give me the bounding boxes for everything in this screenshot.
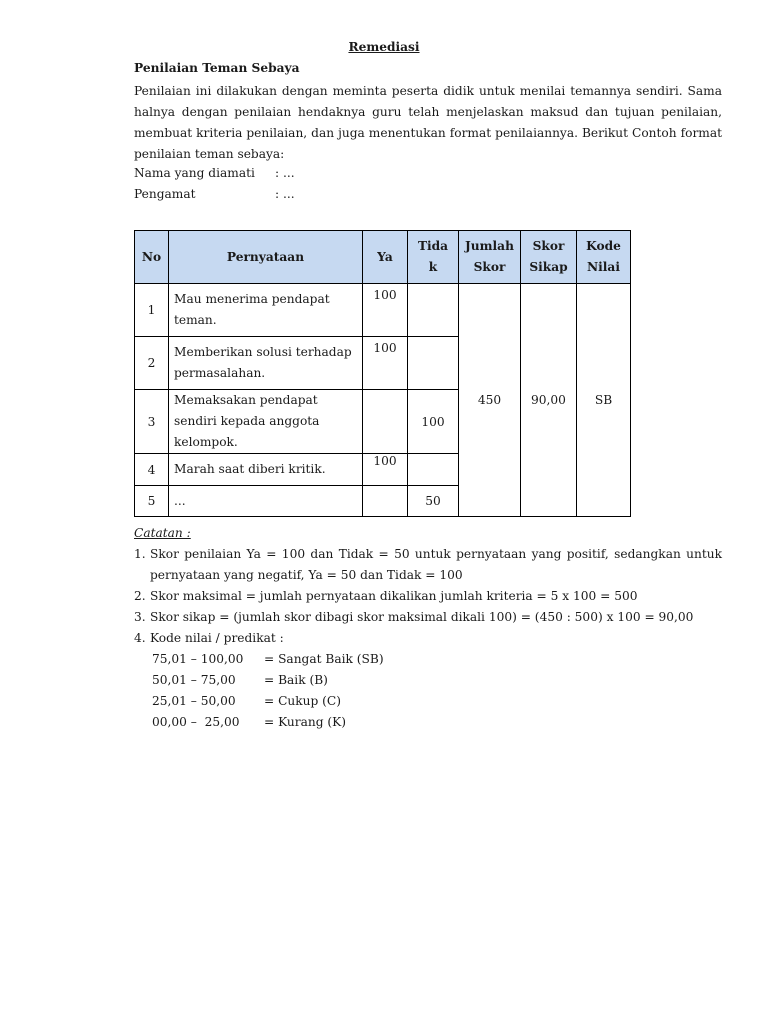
cell-tidak: 100 xyxy=(408,390,459,454)
predicate-label: = Baik (B) xyxy=(264,673,328,687)
notes-section xyxy=(134,523,722,733)
header-kode-nilai: Kode Nilai xyxy=(577,231,631,284)
predicate-range: 50,01 – 75,00 xyxy=(152,673,236,687)
table-header-row xyxy=(135,231,631,284)
cell-no: 1 xyxy=(135,284,169,337)
cell-tidak: 50 xyxy=(408,486,459,517)
predicate-range: 75,01 – 100,00 xyxy=(152,652,244,666)
list-item xyxy=(134,628,722,733)
note-number: 4. xyxy=(134,631,146,645)
cell-no: 3 xyxy=(135,390,169,454)
header-jumlah-skor: Jumlah Skor xyxy=(459,231,521,284)
peer-assessment-table xyxy=(134,230,631,517)
header-pernyataan: Pernyataan xyxy=(169,231,363,284)
observer-label: Pengamat xyxy=(134,187,196,201)
observed-name-value: : ... xyxy=(275,166,295,180)
cell-tidak xyxy=(408,284,459,337)
predicate-label: = Cukup (C) xyxy=(264,694,342,708)
table-row xyxy=(135,284,631,337)
cell-no: 4 xyxy=(135,454,169,486)
note-text: Skor sikap = (jumlah skor dibagi skor maksimal dikali 100) = (450 : 500) x 100 = 90,00 xyxy=(150,610,694,624)
predicate-label: = Kurang (K) xyxy=(264,715,347,729)
note-text: Kode nilai / predikat : xyxy=(150,631,284,645)
predicate-row xyxy=(152,691,722,712)
observer-field xyxy=(134,187,295,201)
cell-ya: 100 xyxy=(363,284,408,337)
cell-pernyataan: ... xyxy=(169,486,363,517)
predicate-row xyxy=(152,670,722,691)
cell-pernyataan: Memberikan solusi terhadap permasalahan. xyxy=(169,337,363,390)
cell-ya xyxy=(363,486,408,517)
cell-tidak xyxy=(408,454,459,486)
predicate-list xyxy=(152,649,722,733)
observer-value: : ... xyxy=(275,187,295,201)
cell-pernyataan: Memaksakan pendapat sendiri kepada anggota kelompok. xyxy=(169,390,363,454)
header-ya: Ya xyxy=(363,231,408,284)
cell-kode-nilai: SB xyxy=(577,284,631,517)
header-skor-sikap: Skor Sikap xyxy=(521,231,577,284)
cell-no: 2 xyxy=(135,337,169,390)
note-number: 3. xyxy=(134,610,146,624)
cell-ya: 100 xyxy=(363,337,408,390)
cell-ya: 100 xyxy=(363,454,408,486)
header-tidak: Tida k xyxy=(408,231,459,284)
cell-tidak xyxy=(408,337,459,390)
predicate-row xyxy=(152,649,722,670)
predicate-range: 25,01 – 50,00 xyxy=(152,694,236,708)
predicate-range: 00,00 – 25,00 xyxy=(152,715,240,729)
note-number: 2. xyxy=(134,589,146,603)
cell-no: 5 xyxy=(135,486,169,517)
list-item xyxy=(134,544,722,586)
note-number: 1. xyxy=(134,547,146,561)
note-text: Skor maksimal = jumlah pernyataan dikalikan jumlah kriteria = 5 x 100 = 500 xyxy=(150,589,638,603)
notes-title: Catatan : xyxy=(134,526,191,540)
note-text: Skor penilaian Ya = 100 dan Tidak = 50 untuk pernyataan yang positif, sedangkan untuk pernyataan yang negatif, Ya = 50 dan Tidak = 100 xyxy=(150,547,722,582)
list-item xyxy=(134,586,722,607)
predicate-label: = Sangat Baik (SB) xyxy=(264,652,384,666)
intro-paragraph: Penilaian ini dilakukan dengan meminta peserta didik untuk menilai temannya sendiri. Sama halnya dengan penilaian hendaknya guru telah menjelaskan maksud dan tujuan penilaian, membuat kriteria penilaian, dan juga menentukan format penilaiannya. Berikut Contoh format penilaian teman sebaya: xyxy=(134,84,722,161)
list-item xyxy=(134,607,722,628)
header-no: No xyxy=(135,231,169,284)
cell-jumlah-skor: 450 xyxy=(459,284,521,517)
page-title: Remediasi xyxy=(348,40,420,54)
observed-name-field xyxy=(134,166,295,180)
cell-pernyataan: Mau menerima pendapat teman. xyxy=(169,284,363,337)
predicate-row xyxy=(152,712,722,733)
cell-ya xyxy=(363,390,408,454)
notes-list xyxy=(134,544,722,733)
cell-skor-sikap: 90,00 xyxy=(521,284,577,517)
observed-name-label: Nama yang diamati xyxy=(134,166,255,180)
section-subtitle: Penilaian Teman Sebaya xyxy=(134,61,300,75)
cell-pernyataan: Marah saat diberi kritik. xyxy=(169,454,363,486)
